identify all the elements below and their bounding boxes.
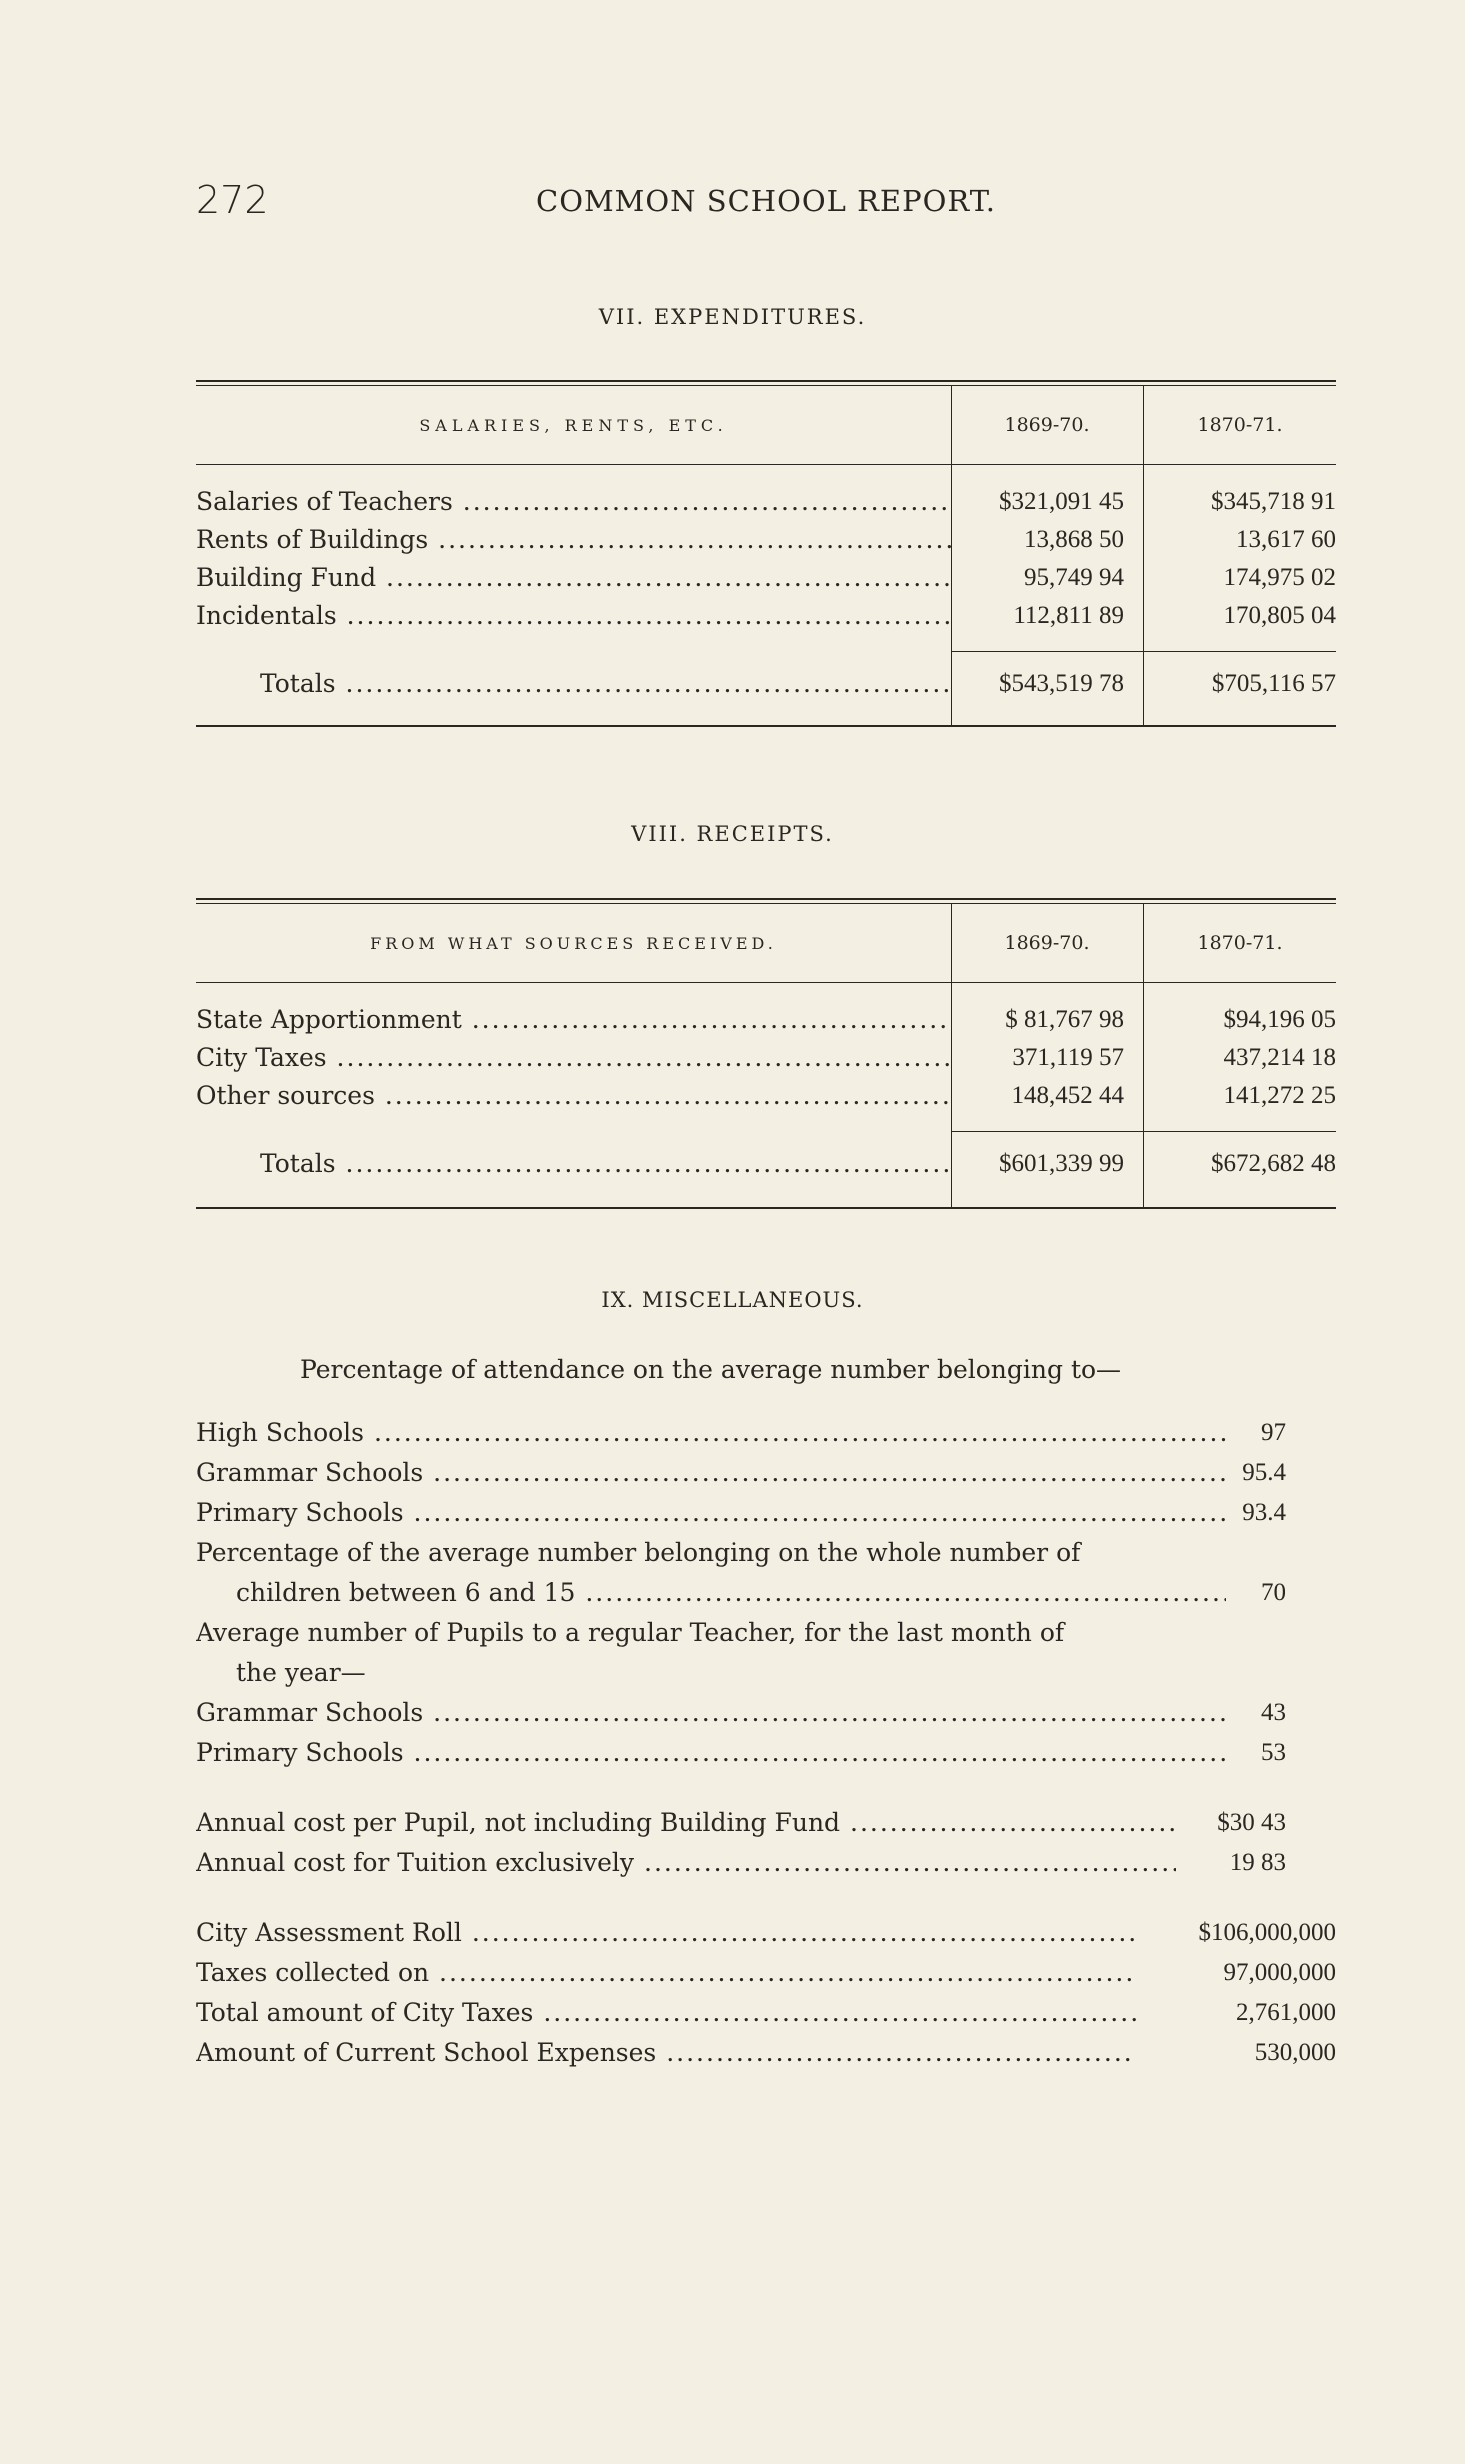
list-item <box>196 1573 1286 1613</box>
table-header-row <box>196 386 1336 465</box>
table-row <box>196 1039 1336 1077</box>
column-header-label: SALARIES, RENTS, ETC. <box>419 415 728 435</box>
row-value-1870: 437,214 18 <box>1223 1044 1336 1071</box>
item-label: children between 6 and 15 ..... <box>236 1573 1226 1613</box>
list-item <box>196 1693 1286 1733</box>
row-value-1869: $321,091 45 <box>999 488 1124 515</box>
list-item <box>196 1913 1336 1953</box>
column-divider <box>1143 904 1144 982</box>
totals-row <box>196 665 1336 703</box>
item-label: Average number of Pupils to a regular Teacher, for the last month of <box>196 1618 1065 1647</box>
row-label: Building Fund ..... <box>196 559 951 597</box>
list-item <box>196 2033 1336 2073</box>
table-row <box>196 1077 1336 1115</box>
item-label: Total amount of City Taxes ..... <box>196 1993 1136 2033</box>
item-value: 53 <box>1261 1739 1286 1766</box>
column-header-year2: 1870-71. <box>1197 414 1283 436</box>
sum-rule <box>951 651 1336 652</box>
column-header-year2: 1870-71. <box>1197 932 1283 954</box>
row-value-1869: $ 81,767 98 <box>1005 1006 1124 1033</box>
totals-row <box>196 1145 1336 1183</box>
list-item <box>196 1493 1286 1533</box>
row-value-1870: $94,196 05 <box>1223 1006 1336 1033</box>
expenditures-title: VII. EXPENDITURES. <box>598 305 867 329</box>
page-number: 272 <box>196 178 269 222</box>
row-value-1870: 13,617 60 <box>1236 526 1336 553</box>
totals-value-1870: $705,116 57 <box>1211 670 1336 697</box>
totals-value-1870: $672,682 48 <box>1211 1150 1336 1177</box>
table-bottom-rule <box>196 1207 1336 1209</box>
row-value-1869: 95,749 94 <box>1024 564 1124 591</box>
item-label: the year— <box>236 1658 366 1687</box>
row-value-1869: 112,811 89 <box>1013 602 1124 629</box>
row-value-1869: 371,119 57 <box>1012 1044 1124 1071</box>
table-header-row <box>196 904 1336 983</box>
list-item <box>196 1653 1286 1693</box>
receipts-table <box>196 898 1336 1209</box>
item-value: 43 <box>1261 1699 1286 1726</box>
item-label: Taxes collected on ..... <box>196 1953 1136 1993</box>
item-value: 95.4 <box>1242 1459 1286 1486</box>
item-label: Annual cost per Pupil, not including Building Fund ..... <box>196 1803 1176 1843</box>
item-value: 93.4 <box>1242 1499 1286 1526</box>
list-item <box>196 1733 1286 1773</box>
totals-value-1869: $601,339 99 <box>999 1150 1124 1177</box>
row-value-1870: 174,975 02 <box>1223 564 1336 591</box>
column-header-label: FROM WHAT SOURCES RECEIVED. <box>370 933 777 953</box>
item-label: Percentage of the average number belonging on the whole number of <box>196 1538 1081 1567</box>
row-value-1870: 170,805 04 <box>1223 602 1336 629</box>
running-head: COMMON SCHOOL REPORT. <box>536 184 997 218</box>
list-item <box>196 1993 1336 2033</box>
table-body <box>196 983 1336 1209</box>
row-value-1869: 13,868 50 <box>1024 526 1124 553</box>
column-divider <box>951 386 952 464</box>
item-label: Amount of Current School Expenses ..... <box>196 2033 1136 2073</box>
table-row <box>196 521 1336 559</box>
column-divider <box>951 904 952 982</box>
miscellaneous-section <box>196 1355 1336 2095</box>
item-value: 19 83 <box>1229 1849 1286 1876</box>
list-item <box>196 1953 1336 1993</box>
item-label: Grammar Schools ..... <box>196 1453 1226 1493</box>
totals-value-1869: $543,519 78 <box>999 670 1124 697</box>
column-header-year1: 1869-70. <box>1004 932 1090 954</box>
receipts-title: VIII. RECEIPTS. <box>631 822 834 846</box>
column-divider <box>1143 386 1144 464</box>
item-label: Grammar Schools ..... <box>196 1693 1226 1733</box>
row-value-1870: 141,272 25 <box>1223 1082 1336 1109</box>
row-label: Salaries of Teachers ..... <box>196 483 951 521</box>
totals-label: Totals ..... <box>196 1145 951 1183</box>
row-label: Other sources ..... <box>196 1077 951 1115</box>
item-label: City Assessment Roll ..... <box>196 1913 1136 1953</box>
item-value: $30 43 <box>1217 1809 1286 1836</box>
row-value-1869: 148,452 44 <box>1011 1082 1124 1109</box>
totals-label: Totals ..... <box>196 665 951 703</box>
item-label: High Schools ..... <box>196 1413 1226 1453</box>
sum-rule <box>951 1131 1336 1132</box>
item-value: 97 <box>1261 1419 1286 1446</box>
expenditures-table <box>196 380 1336 727</box>
item-value: 97,000,000 <box>1223 1959 1336 1986</box>
table-row <box>196 559 1336 597</box>
list-item <box>196 1613 1286 1653</box>
page-header <box>196 178 1336 228</box>
table-bottom-rule <box>196 725 1336 727</box>
miscellaneous-title: IX. MISCELLANEOUS. <box>601 1288 864 1312</box>
table-row <box>196 597 1336 635</box>
item-label: Primary Schools ..... <box>196 1493 1226 1533</box>
row-label: Incidentals ..... <box>196 597 951 635</box>
item-label: Primary Schools ..... <box>196 1733 1226 1773</box>
item-value: $106,000,000 <box>1198 1919 1336 1946</box>
row-label: City Taxes ..... <box>196 1039 951 1077</box>
column-header-year1: 1869-70. <box>1004 414 1090 436</box>
list-item <box>196 1453 1286 1493</box>
item-label: Annual cost for Tuition exclusively ..... <box>196 1843 1176 1883</box>
list-item <box>196 1843 1286 1883</box>
row-value-1870: $345,718 91 <box>1211 488 1336 515</box>
table-row <box>196 1001 1336 1039</box>
list-item <box>196 1533 1286 1573</box>
attendance-intro: Percentage of attendance on the average number belonging to— <box>300 1355 1122 1384</box>
table-row <box>196 483 1336 521</box>
table-body <box>196 465 1336 727</box>
list-item <box>196 1413 1286 1453</box>
item-value: 70 <box>1261 1579 1286 1606</box>
row-label: Rents of Buildings ..... <box>196 521 951 559</box>
list-item <box>196 1803 1286 1843</box>
row-label: State Apportionment ..... <box>196 1001 951 1039</box>
item-value: 2,761,000 <box>1236 1999 1336 2026</box>
item-value: 530,000 <box>1254 2039 1336 2066</box>
